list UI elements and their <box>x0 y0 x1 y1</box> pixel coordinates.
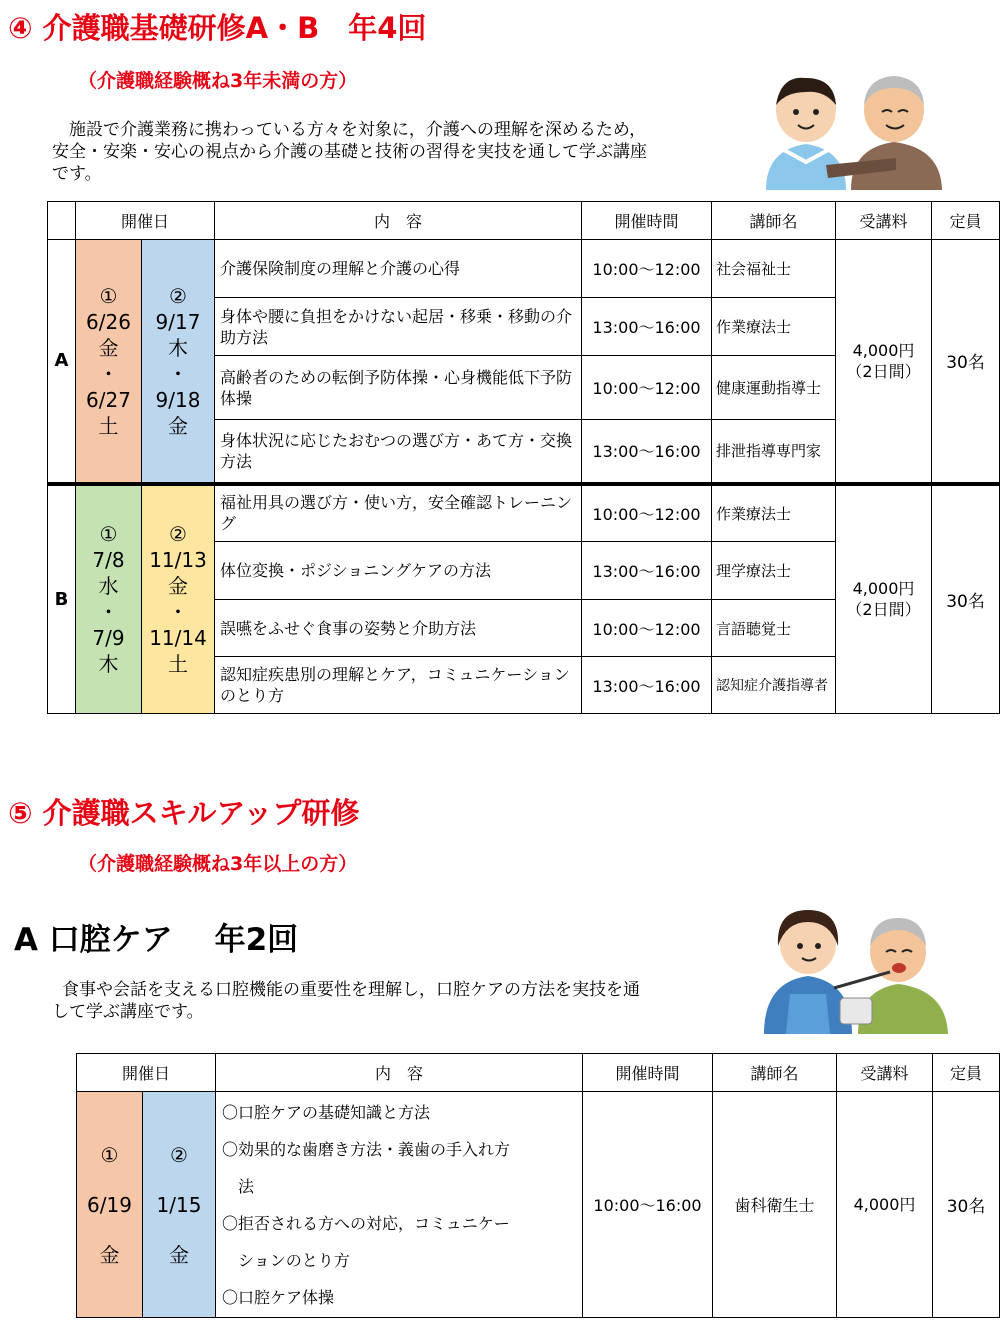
date-part: 木 <box>168 335 188 360</box>
fee-amount: 4,000円 <box>852 340 915 360</box>
instructor-cell: 認知症介護指導者 <box>712 657 836 714</box>
header-content: 内 容 <box>216 1054 583 1092</box>
desc-line: 安全・安楽・安心の視点から介護の基礎と技術の習得を実技を通して学ぶ講座 <box>52 142 647 162</box>
date-part: 金 <box>169 1242 189 1267</box>
instructor-cell: 排泄指導専門家 <box>712 420 836 484</box>
oral-date2 <box>143 1092 216 1318</box>
section4-subtitle: （介護職経験概ね3年未満の方） <box>78 70 358 92</box>
desc-line: です。 <box>52 164 102 184</box>
date-part: ② <box>169 283 187 308</box>
oral-content-cell <box>216 1092 583 1318</box>
desc-line: して学ぶ講座です。 <box>52 1002 204 1022</box>
instructor-cell: 健康運動指導士 <box>712 356 836 420</box>
header-time: 開催時間 <box>583 1054 713 1092</box>
date-part: 土 <box>98 413 119 438</box>
group-a-capacity: 30名 <box>932 240 1000 484</box>
section5-description <box>52 979 640 1023</box>
content-cell: 誤嚥をふせぐ食事の姿勢と介助方法 <box>215 600 582 657</box>
date-part: 金 <box>98 335 119 360</box>
header-time: 開催時間 <box>582 202 712 240</box>
group-a-date2 <box>142 240 215 484</box>
section4-title: ④ 介護職基礎研修A・B 年4回 <box>8 11 427 45</box>
list-item: ションのとり方 <box>222 1250 350 1270</box>
header-instructor: 講師名 <box>713 1054 837 1092</box>
date-part: 11/14 <box>149 626 207 651</box>
section4-description <box>52 119 647 185</box>
section5-table <box>76 1053 1000 1318</box>
list-item: 〇口腔ケア体操 <box>222 1287 335 1307</box>
list-item: 〇拒否される方への対応，コミュニケー <box>222 1213 510 1233</box>
fee-note: （2日間） <box>846 600 921 620</box>
date-part: ① <box>99 522 118 547</box>
date-part: 11/13 <box>149 548 207 573</box>
instructor-cell: 社会福祉士 <box>712 240 836 298</box>
fee-cell: 4,000円 <box>837 1092 933 1318</box>
table-header-row <box>48 202 1000 240</box>
header-content: 内 容 <box>215 202 582 240</box>
header-fee: 受講料 <box>837 1054 933 1092</box>
date-part: ① <box>100 1142 119 1167</box>
oral-date1 <box>77 1092 143 1318</box>
date-part: 6/27 <box>86 387 131 412</box>
table-row <box>48 484 1000 542</box>
content-cell: 介護保険制度の理解と介護の心得 <box>215 240 582 298</box>
date-part: 6/26 <box>86 309 131 334</box>
desc-line: 食事や会話を支える口腔機能の重要性を理解し，口腔ケアの方法を実技を通 <box>62 980 640 1000</box>
content-cell: 体位変換・ポジショニングケアの方法 <box>215 542 582 600</box>
caregiver-assisting-elderly-illustration <box>746 70 946 190</box>
section5-subheading: A 口腔ケア 年2回 <box>14 922 299 958</box>
time-cell: 10:00～12:00 <box>582 484 712 542</box>
group-b-date2 <box>142 484 215 714</box>
date-part: ② <box>170 1142 188 1167</box>
date-part: 9/17 <box>155 309 201 334</box>
date-part: 7/9 <box>92 626 125 651</box>
instructor-cell: 歯科衛生士 <box>713 1092 837 1318</box>
date-part: 6/19 <box>87 1192 132 1217</box>
header-capacity: 定員 <box>933 1054 1000 1092</box>
group-b-capacity: 30名 <box>932 484 1000 714</box>
date-part: ② <box>169 522 187 547</box>
section5-subtitle: （介護職経験概ね3年以上の方） <box>78 853 358 875</box>
date-part: ・ <box>98 600 119 625</box>
group-a-date1 <box>76 240 142 484</box>
time-cell: 10:00～12:00 <box>582 356 712 420</box>
group-a-label: A <box>48 240 76 484</box>
section4-table <box>47 201 1000 714</box>
group-a-fee <box>836 240 932 484</box>
table-row <box>48 240 1000 298</box>
capacity-cell: 30名 <box>933 1092 1000 1318</box>
list-item: 〇効果的な歯磨き方法・義歯の手入れ方 <box>222 1139 511 1159</box>
date-part: 土 <box>168 652 188 677</box>
fee-note: （2日間） <box>846 361 921 381</box>
content-cell: 身体や腰に負担をかけない起居・移乗・移動の介助方法 <box>215 298 582 356</box>
group-b-date1 <box>76 484 142 714</box>
fee-amount: 4,000円 <box>852 579 915 599</box>
table-row <box>77 1092 1000 1318</box>
content-cell: 高齢者のための転倒予防体操・心身機能低下予防体操 <box>215 356 582 420</box>
header-date: 開催日 <box>77 1054 216 1092</box>
time-cell: 13:00～16:00 <box>582 657 712 714</box>
header-date: 開催日 <box>76 202 215 240</box>
date-part: 金 <box>168 413 188 438</box>
section5-title: ⑤ 介護職スキルアップ研修 <box>8 796 360 830</box>
time-cell: 13:00～16:00 <box>582 542 712 600</box>
content-cell: 身体状況に応じたおむつの選び方・あて方・交換方法 <box>215 420 582 484</box>
header-capacity: 定員 <box>932 202 1000 240</box>
instructor-cell: 理学療法士 <box>712 542 836 600</box>
date-part: 金 <box>99 1242 120 1267</box>
content-cell: 福祉用具の選び方・使い方，安全確認トレーニング <box>215 484 582 542</box>
date-part: 木 <box>98 652 119 677</box>
instructor-cell: 作業療法士 <box>712 298 836 356</box>
table-header-row <box>77 1054 1000 1092</box>
time-cell: 10:00～12:00 <box>582 600 712 657</box>
date-part: 1/15 <box>156 1192 202 1217</box>
date-part: 水 <box>98 574 119 599</box>
date-part: ・ <box>168 361 188 386</box>
date-part: ① <box>99 283 118 308</box>
time-cell: 10:00～16:00 <box>583 1092 713 1318</box>
header-blank <box>48 202 76 240</box>
list-item: 〇口腔ケアの基礎知識と方法 <box>222 1102 431 1122</box>
time-cell: 10:00～12:00 <box>582 240 712 298</box>
time-cell: 13:00～16:00 <box>582 420 712 484</box>
date-part: 金 <box>168 574 188 599</box>
group-b-fee <box>836 484 932 714</box>
date-part: 7/8 <box>92 548 125 573</box>
date-part: ・ <box>168 600 188 625</box>
list-item: 法 <box>222 1176 255 1196</box>
instructor-cell: 言語聴覚士 <box>712 600 836 657</box>
caregiver-feeding-elderly-illustration <box>756 906 952 1034</box>
group-b-label: B <box>48 484 76 714</box>
date-part: 9/18 <box>155 387 201 412</box>
header-instructor: 講師名 <box>712 202 836 240</box>
desc-line: 施設で介護業務に携わっている方々を対象に，介護への理解を深めるため， <box>69 120 647 140</box>
date-part: ・ <box>98 361 119 386</box>
time-cell: 13:00～16:00 <box>582 298 712 356</box>
content-cell: 認知症疾患別の理解とケア，コミュニケーションのとり方 <box>215 657 582 714</box>
header-fee: 受講料 <box>836 202 932 240</box>
instructor-cell: 作業療法士 <box>712 484 836 542</box>
